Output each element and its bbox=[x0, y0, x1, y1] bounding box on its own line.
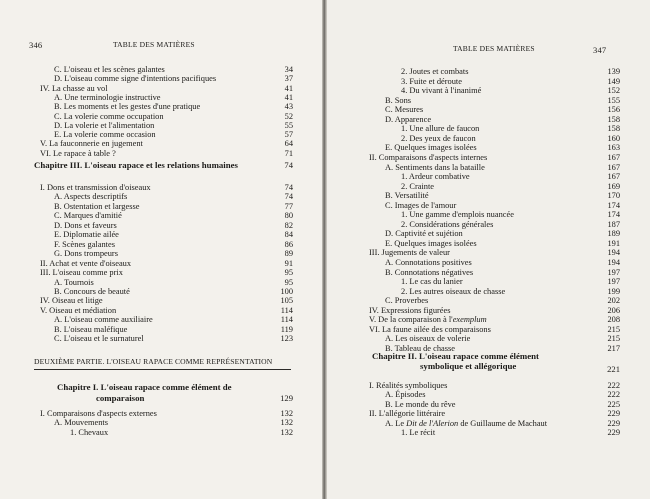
toc-entry-label: B. Concours de beauté bbox=[54, 286, 130, 296]
toc-entry-label: E. Quelques images isolées bbox=[385, 143, 477, 153]
toc-entry-page: 132 bbox=[280, 427, 293, 437]
toc-entry-label: F. Scènes galantes bbox=[54, 239, 115, 249]
toc-entry-page: 222 bbox=[607, 381, 620, 390]
toc-entry bbox=[327, 427, 650, 438]
toc-entry-page: 229 bbox=[607, 428, 620, 437]
toc-entry-label: C. Mesures bbox=[385, 105, 424, 115]
toc-entry-label: B. L'oiseau maléfique bbox=[54, 324, 128, 334]
toc-entry-page: 197 bbox=[607, 267, 620, 277]
toc-entry-page: 139 bbox=[607, 67, 620, 76]
toc-entry-page: 57 bbox=[284, 130, 293, 140]
toc-entry-page: 197 bbox=[607, 277, 620, 287]
toc-entry-label: 1. Le cas du lanier bbox=[401, 277, 463, 287]
toc-entry-label: 4. Du vivant à l'inanimé bbox=[401, 86, 482, 96]
toc-entry-page: 71 bbox=[284, 148, 293, 158]
toc-entry-label: I. Comparaisons d'aspects externes bbox=[40, 409, 157, 418]
toc-entry-label: II. Achat et vente d'oiseaux bbox=[40, 258, 132, 268]
toc-entry-label: C. L'oiseau et les scènes galantes bbox=[54, 65, 165, 74]
chapter-title-line1: Chapitre I. L'oiseau rapace comme élément de bbox=[57, 382, 232, 392]
toc-entry-label: A. Mouvements bbox=[54, 418, 108, 428]
toc-entry-page: 199 bbox=[607, 286, 620, 296]
toc-entry-page: 217 bbox=[607, 343, 620, 353]
toc-entry-label: D. Dons et faveurs bbox=[54, 220, 117, 230]
toc-entry-label: E. Diplomatie ailée bbox=[54, 230, 119, 240]
toc-entry-page: 74 bbox=[284, 183, 293, 192]
toc-entry bbox=[0, 148, 322, 159]
toc-entry-page: 155 bbox=[607, 95, 620, 105]
running-head: TABLE DES MATIÈRES bbox=[113, 40, 195, 49]
toc-entry-label: E. Quelques images isolées bbox=[385, 238, 477, 248]
toc-entry-label: 2. Joutes et combats bbox=[401, 67, 469, 76]
toc-entry-page: 194 bbox=[607, 258, 620, 267]
toc-entry-page: 37 bbox=[284, 74, 293, 84]
toc-entry-label: 2. Considérations générales bbox=[401, 219, 494, 229]
toc-entry-label: A. Connotations positives bbox=[385, 258, 472, 267]
toc-entry-label: 2. Les autres oiseaux de chasse bbox=[401, 286, 506, 296]
toc-entry-page: 114 bbox=[280, 315, 293, 325]
toc-entry-label: IV. La chasse au vol bbox=[40, 83, 108, 93]
toc-entry-page: 191 bbox=[607, 238, 620, 248]
toc-entry-page: 132 bbox=[280, 409, 293, 418]
toc-entry-page: 105 bbox=[280, 296, 293, 306]
toc-entry-label: 1. Une gamme d'emplois nuancée bbox=[401, 210, 514, 220]
toc-entry-label: C. Images de l'amour bbox=[385, 200, 457, 210]
chapter-page: 221 bbox=[607, 364, 620, 374]
toc-entry-label: A. L'oiseau comme auxiliaire bbox=[54, 315, 153, 325]
toc-entry-page: 215 bbox=[607, 324, 620, 334]
toc-entry-label: D. La volerie et l'alimentation bbox=[54, 120, 155, 130]
toc-entry bbox=[0, 333, 322, 344]
toc-entry-page: 149 bbox=[607, 76, 620, 86]
toc-entry-page: 158 bbox=[607, 114, 620, 124]
toc-entry-page: 187 bbox=[607, 219, 620, 229]
toc-entry-page: 189 bbox=[607, 229, 620, 239]
toc-entry-label: VI. La faune ailée des comparaisons bbox=[369, 324, 491, 334]
toc-entry-page: 55 bbox=[284, 120, 293, 130]
toc-entry-label: 1. Ardeur combative bbox=[401, 172, 470, 182]
toc-entry-page: 34 bbox=[284, 65, 293, 74]
toc-entry-label: B. Connotations négatives bbox=[385, 267, 474, 277]
toc-entry-label: A. Tournois bbox=[54, 277, 94, 287]
chapter-title-line2: comparaison bbox=[96, 393, 145, 403]
toc-entry-page: 222 bbox=[607, 390, 620, 400]
toc-entry-page: 114 bbox=[280, 305, 293, 315]
toc-entry-page: 64 bbox=[284, 139, 293, 149]
toc-entry-label: 1. Chevaux bbox=[70, 427, 109, 437]
toc-entry-page: 158 bbox=[607, 124, 620, 134]
toc-entry-page: 95 bbox=[284, 277, 293, 287]
toc-entry-page: 119 bbox=[280, 324, 293, 334]
toc-entry-label: IV. Oiseau et litige bbox=[40, 296, 103, 306]
toc-entry-label: A. Aspects descriptifs bbox=[54, 192, 128, 202]
toc-entry-label: B. Tableau de chasse bbox=[385, 343, 455, 353]
toc-entry-page: 152 bbox=[607, 86, 620, 96]
chapter-title-line1: Chapitre II. L'oiseau rapace comme élément bbox=[372, 351, 539, 361]
toc-entry-label: III. Jugements de valeur bbox=[369, 248, 450, 258]
toc-entry-page: 89 bbox=[284, 249, 293, 259]
toc-entry-page: 229 bbox=[607, 418, 620, 428]
toc-entry-page: 160 bbox=[607, 133, 620, 143]
chapter-title: Chapitre III. L'oiseau rapace et les relations humaines bbox=[34, 160, 238, 170]
toc-entry-label: E. La volerie comme occasion bbox=[54, 130, 156, 140]
toc-entry-label: A. Le Dit de l'Alerion de Guillaume de Machaut bbox=[385, 418, 548, 428]
toc-entry-page: 77 bbox=[284, 201, 293, 211]
chapter-heading bbox=[34, 160, 238, 171]
toc-entry-page: 91 bbox=[284, 258, 293, 268]
chapter-title-line2: symbolique et allégorique bbox=[420, 361, 517, 371]
running-head: TABLE DES MATIÈRES bbox=[453, 44, 535, 53]
toc-entry-label: D. Apparence bbox=[385, 114, 432, 124]
part-heading: DEUXIÈME PARTIE. L'OISEAU RAPACE COMME REPRÉSENTATION bbox=[34, 357, 273, 366]
toc-entry-page: 206 bbox=[607, 305, 620, 315]
toc-entry-page: 225 bbox=[607, 399, 620, 409]
toc-entry-page: 52 bbox=[284, 111, 293, 121]
toc-entry-label: A. Une terminologie instructive bbox=[54, 92, 161, 102]
toc-entry-page: 215 bbox=[607, 334, 620, 344]
toc-entry-label: A. Épisodes bbox=[385, 390, 426, 400]
toc-entry-label: IV. Expressions figurées bbox=[369, 305, 451, 315]
toc-entry-label: B. Ostentation et largesse bbox=[54, 201, 140, 211]
toc-entry-label: 2. Crainte bbox=[401, 181, 435, 191]
toc-entry-label: VI. Le rapace à table ? bbox=[40, 148, 116, 158]
toc-entry-page: 41 bbox=[284, 83, 293, 93]
toc-entry-page: 74 bbox=[284, 192, 293, 202]
toc-entry-page: 167 bbox=[607, 172, 620, 182]
toc-entry-label: V. La fauconnerie en jugement bbox=[40, 139, 143, 149]
toc-entry-label: V. Oiseau et médiation bbox=[40, 305, 117, 315]
toc-entry-page: 86 bbox=[284, 239, 293, 249]
toc-entry-label: 3. Fuite et déroute bbox=[401, 76, 462, 86]
toc-entry-page: 208 bbox=[607, 315, 620, 325]
toc-entry-label: II. Comparaisons d'aspects internes bbox=[369, 152, 488, 162]
toc-entry-page: 156 bbox=[607, 105, 620, 115]
page-number: 346 bbox=[29, 40, 43, 50]
toc-entry-label: A. Sentiments dans la bataille bbox=[385, 162, 485, 172]
toc-entry-page: 167 bbox=[607, 152, 620, 162]
toc-entry-page: 132 bbox=[280, 418, 293, 428]
toc-entry bbox=[0, 427, 322, 438]
toc-entry-label: 1. Le récit bbox=[401, 428, 436, 437]
toc-entry-page: 169 bbox=[607, 181, 620, 191]
toc-entry-label: III. L'oiseau comme prix bbox=[40, 268, 123, 278]
right-page bbox=[327, 0, 650, 499]
toc-entry-label: D. L'oiseau comme signe d'intentions pacifiques bbox=[54, 74, 217, 84]
toc-entry-page: 80 bbox=[284, 211, 293, 221]
toc-entry-label: C. Marques d'amitié bbox=[54, 211, 122, 221]
toc-entry-label: B. Le monde du rêve bbox=[385, 399, 456, 409]
part-rule bbox=[34, 369, 291, 370]
toc-entry-page: 95 bbox=[284, 268, 293, 278]
toc-entry-label: C. L'oiseau et le surnaturel bbox=[54, 334, 144, 344]
toc-entry-label: G. Dons trompeurs bbox=[54, 249, 118, 259]
toc-entry-page: 167 bbox=[607, 162, 620, 172]
toc-entry-page: 84 bbox=[284, 230, 293, 240]
toc-entry-page: 163 bbox=[607, 143, 620, 153]
toc-entry-page: 43 bbox=[284, 102, 293, 112]
toc-entry-label: C. La volerie comme occupation bbox=[54, 111, 164, 121]
toc-entry-page: 229 bbox=[607, 409, 620, 419]
toc-entry bbox=[327, 343, 650, 354]
toc-entry-page: 202 bbox=[607, 296, 620, 306]
chapter-page: 129 bbox=[280, 393, 293, 403]
toc-entry-label: B. Sons bbox=[385, 95, 412, 105]
chapter-page: 74 bbox=[284, 160, 293, 170]
toc-entry-label: D. Captivité et sujétion bbox=[385, 229, 463, 239]
toc-entry-label: B. Les moments et les gestes d'une pratique bbox=[54, 102, 201, 112]
toc-entry-page: 82 bbox=[284, 220, 293, 230]
toc-entry-label: 1. Une allure de faucon bbox=[401, 124, 480, 134]
toc-entry-page: 41 bbox=[284, 92, 293, 102]
toc-entry-label: II. L'allégorie littéraire bbox=[369, 409, 446, 419]
toc-entry-page: 100 bbox=[280, 286, 293, 296]
page-number: 347 bbox=[593, 45, 607, 55]
toc-entry-page: 194 bbox=[607, 248, 620, 258]
left-page bbox=[0, 0, 322, 499]
toc-entry-label: V. De la comparaison à l'exemplum bbox=[369, 315, 487, 325]
toc-entry-page: 174 bbox=[607, 210, 620, 220]
toc-entry-label: I. Dons et transmission d'oiseaux bbox=[40, 183, 151, 192]
toc-entry-label: A. Les oiseaux de volerie bbox=[385, 334, 471, 344]
toc-entry-page: 174 bbox=[607, 200, 620, 210]
toc-entry-label: 2. Des yeux de faucon bbox=[401, 133, 476, 143]
toc-entry-page: 170 bbox=[607, 191, 620, 201]
toc-entry-label: I. Réalités symboliques bbox=[369, 381, 448, 390]
toc-entry-page: 123 bbox=[280, 334, 293, 344]
toc-entry-label: C. Proverbes bbox=[385, 296, 429, 306]
toc-entry-label: B. Versatilité bbox=[385, 191, 429, 201]
